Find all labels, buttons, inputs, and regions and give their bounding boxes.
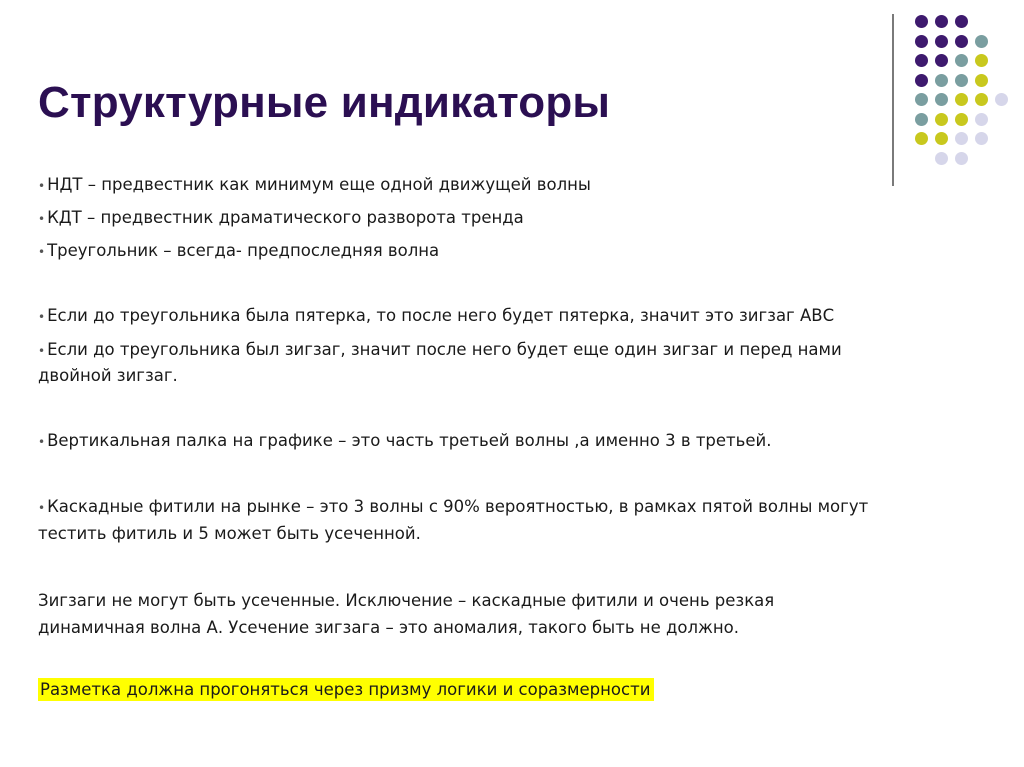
bullet-item [38,431,772,452]
decor-dot [935,15,948,28]
bullet-icon: • [38,245,46,259]
bullet-item [38,340,842,361]
decor-dot [915,54,928,67]
decor-dot [955,93,968,106]
divider-line [892,14,894,186]
decor-dot [915,113,928,126]
bullet-icon: • [38,212,46,226]
bullet-icon: • [38,344,46,358]
decor-dot [915,93,928,106]
slide-title: Структурные индикаторы [38,78,611,127]
bullet-item [38,497,868,518]
decor-dot [935,35,948,48]
bullet-icon: • [38,435,46,449]
decor-dot [975,74,988,87]
paragraph-line: динамичная волна А. Усечение зигзага – это аномалия, такого быть не должно. [38,618,740,637]
decor-dot [955,35,968,48]
decor-dot [975,54,988,67]
bullet-item [38,208,524,229]
bullet-text: НДТ – предвестник как минимум еще одной движущей волны [47,175,591,194]
decor-dot [935,152,948,165]
paragraph-line: Зигзаги не могут быть усеченные. Исключение – каскадные фитили и очень резкая [38,591,775,610]
decor-dot [955,132,968,145]
bullet-text: Треугольник – всегда- предпоследняя волна [47,241,440,260]
decor-dot [915,132,928,145]
decor-dot [935,93,948,106]
bullet-text: Каскадные фитили на рынке – это 3 волны с 90% вероятностью, в рамках пятой волны могут [47,497,869,516]
bullet-text: Если до треугольника была пятерка, то после него будет пятерка, значит это зигзаг АВС [47,306,835,325]
bullet-icon: • [38,310,46,324]
decor-dot [975,93,988,106]
decor-dot [975,132,988,145]
bullet-item [38,306,834,327]
decor-dot [955,15,968,28]
bullet-icon: • [38,501,46,515]
decor-dot [915,35,928,48]
decor-dot [935,132,948,145]
decor-dot [935,113,948,126]
bullet-icon: • [38,179,46,193]
decor-dot [955,113,968,126]
bullet-continuation: двойной зигзаг. [38,366,178,385]
bullet-text: Если до треугольника был зигзаг, значит после него будет еще один зигзаг и перед нами [47,340,842,359]
decor-dot [955,74,968,87]
bullet-item [38,241,439,262]
decor-dot [995,93,1008,106]
decor-dot [915,15,928,28]
bullet-continuation: тестить фитиль и 5 может быть усеченной. [38,524,421,543]
decor-dot [935,54,948,67]
decor-dot [955,54,968,67]
decor-dot [975,113,988,126]
decor-dot [975,35,988,48]
bullet-item [38,175,591,196]
bullet-text: КДТ – предвестник драматического разворота тренда [47,208,524,227]
decor-dot [935,74,948,87]
bullet-text: Вертикальная палка на графике – это часть третьей волны ,а именно 3 в третьей. [47,431,772,450]
decor-dot [915,74,928,87]
decor-dot [955,152,968,165]
highlighted-note: Разметка должна прогоняться через призму логики и соразмерности [38,678,654,701]
